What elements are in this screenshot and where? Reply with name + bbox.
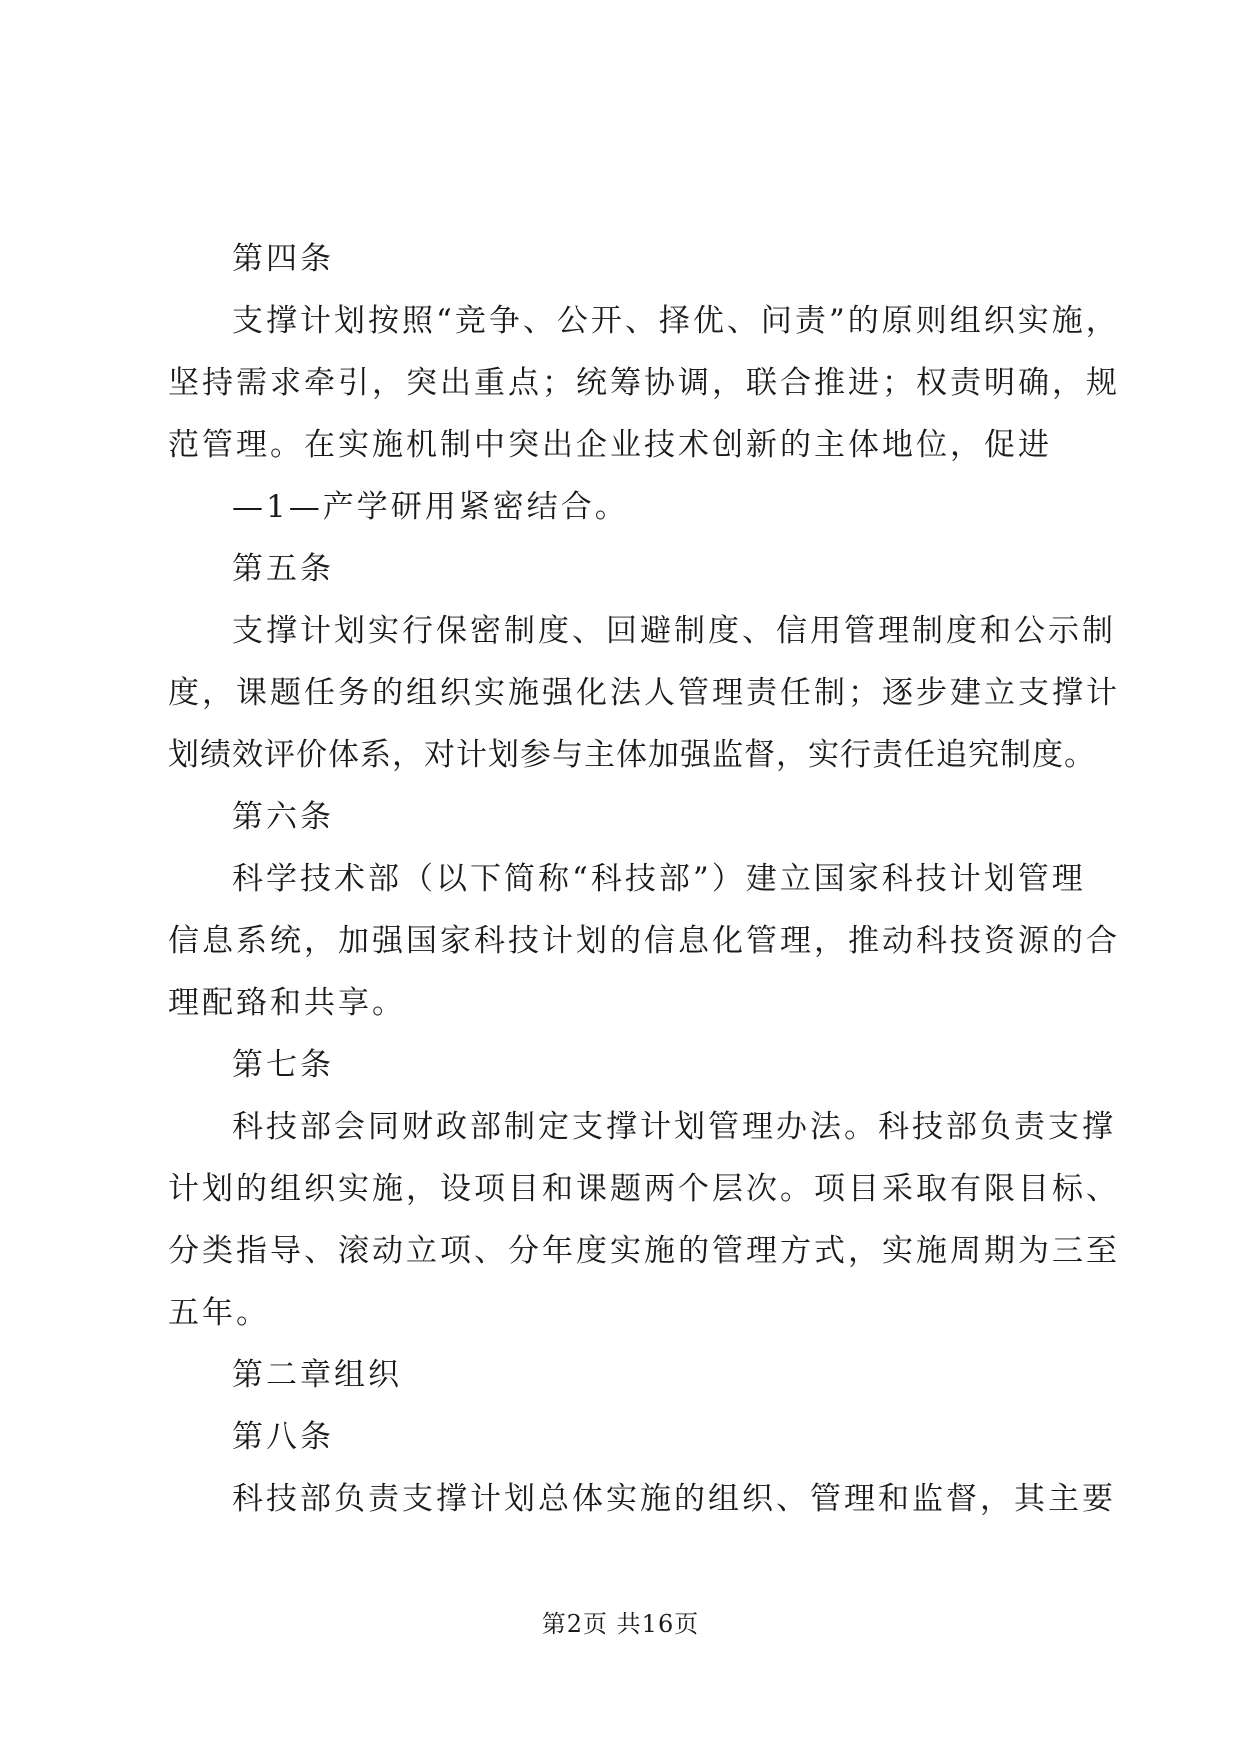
paragraph-line: 范管理。在实施机制中突出企业技术创新的主体地位，促进 xyxy=(168,427,1052,463)
paragraph-line: 划绩效评价体系，对计划参与主体加强监督，实行责任追究制度。 xyxy=(168,737,1096,773)
paragraph-line: 五年。 xyxy=(168,1295,270,1331)
paragraph-line: 分类指导、滚动立项、分年度实施的管理方式，实施周期为三至 xyxy=(168,1233,1120,1269)
paragraph-line: 计划的组织实施，设项目和课题两个层次。项目采取有限目标、 xyxy=(168,1171,1120,1207)
chapter-heading: 第二章组织 xyxy=(232,1357,402,1393)
paragraph-line: 理配臵和共享。 xyxy=(168,985,406,1021)
paragraph-line: 科学技术部（以下简称“科技部”）建立国家科技计划管理 xyxy=(232,861,1086,897)
article-heading-7: 第七条 xyxy=(232,1047,334,1083)
paragraph-line: 坚持需求牵引，突出重点；统筹协调，联合推进；权责明确，规 xyxy=(168,365,1120,401)
paragraph-line: 支撑计划按照“竞争、公开、择优、问责”的原则组织实施， xyxy=(232,303,1120,339)
paragraph-line: 信息系统，加强国家科技计划的信息化管理，推动科技资源的合 xyxy=(168,923,1120,959)
article-heading-6: 第六条 xyxy=(232,799,334,835)
article-heading-4: 第四条 xyxy=(232,241,334,277)
document-body xyxy=(168,228,1120,1530)
page-footer: 第2页 共16页 xyxy=(541,1610,700,1638)
paragraph-line: —1—产学研用紧密结合。 xyxy=(232,489,629,525)
paragraph-line: 科技部负责支撑计划总体实施的组织、管理和监督，其主要 xyxy=(232,1481,1116,1517)
paragraph-line: 支撑计划实行保密制度、回避制度、信用管理制度和公示制 xyxy=(232,613,1116,649)
article-heading-8: 第八条 xyxy=(232,1419,334,1455)
paragraph-line: 度，课题任务的组织实施强化法人管理责任制；逐步建立支撑计 xyxy=(168,675,1120,711)
paragraph-line: 科技部会同财政部制定支撑计划管理办法。科技部负责支撑 xyxy=(232,1109,1116,1145)
article-heading-5: 第五条 xyxy=(232,551,334,587)
